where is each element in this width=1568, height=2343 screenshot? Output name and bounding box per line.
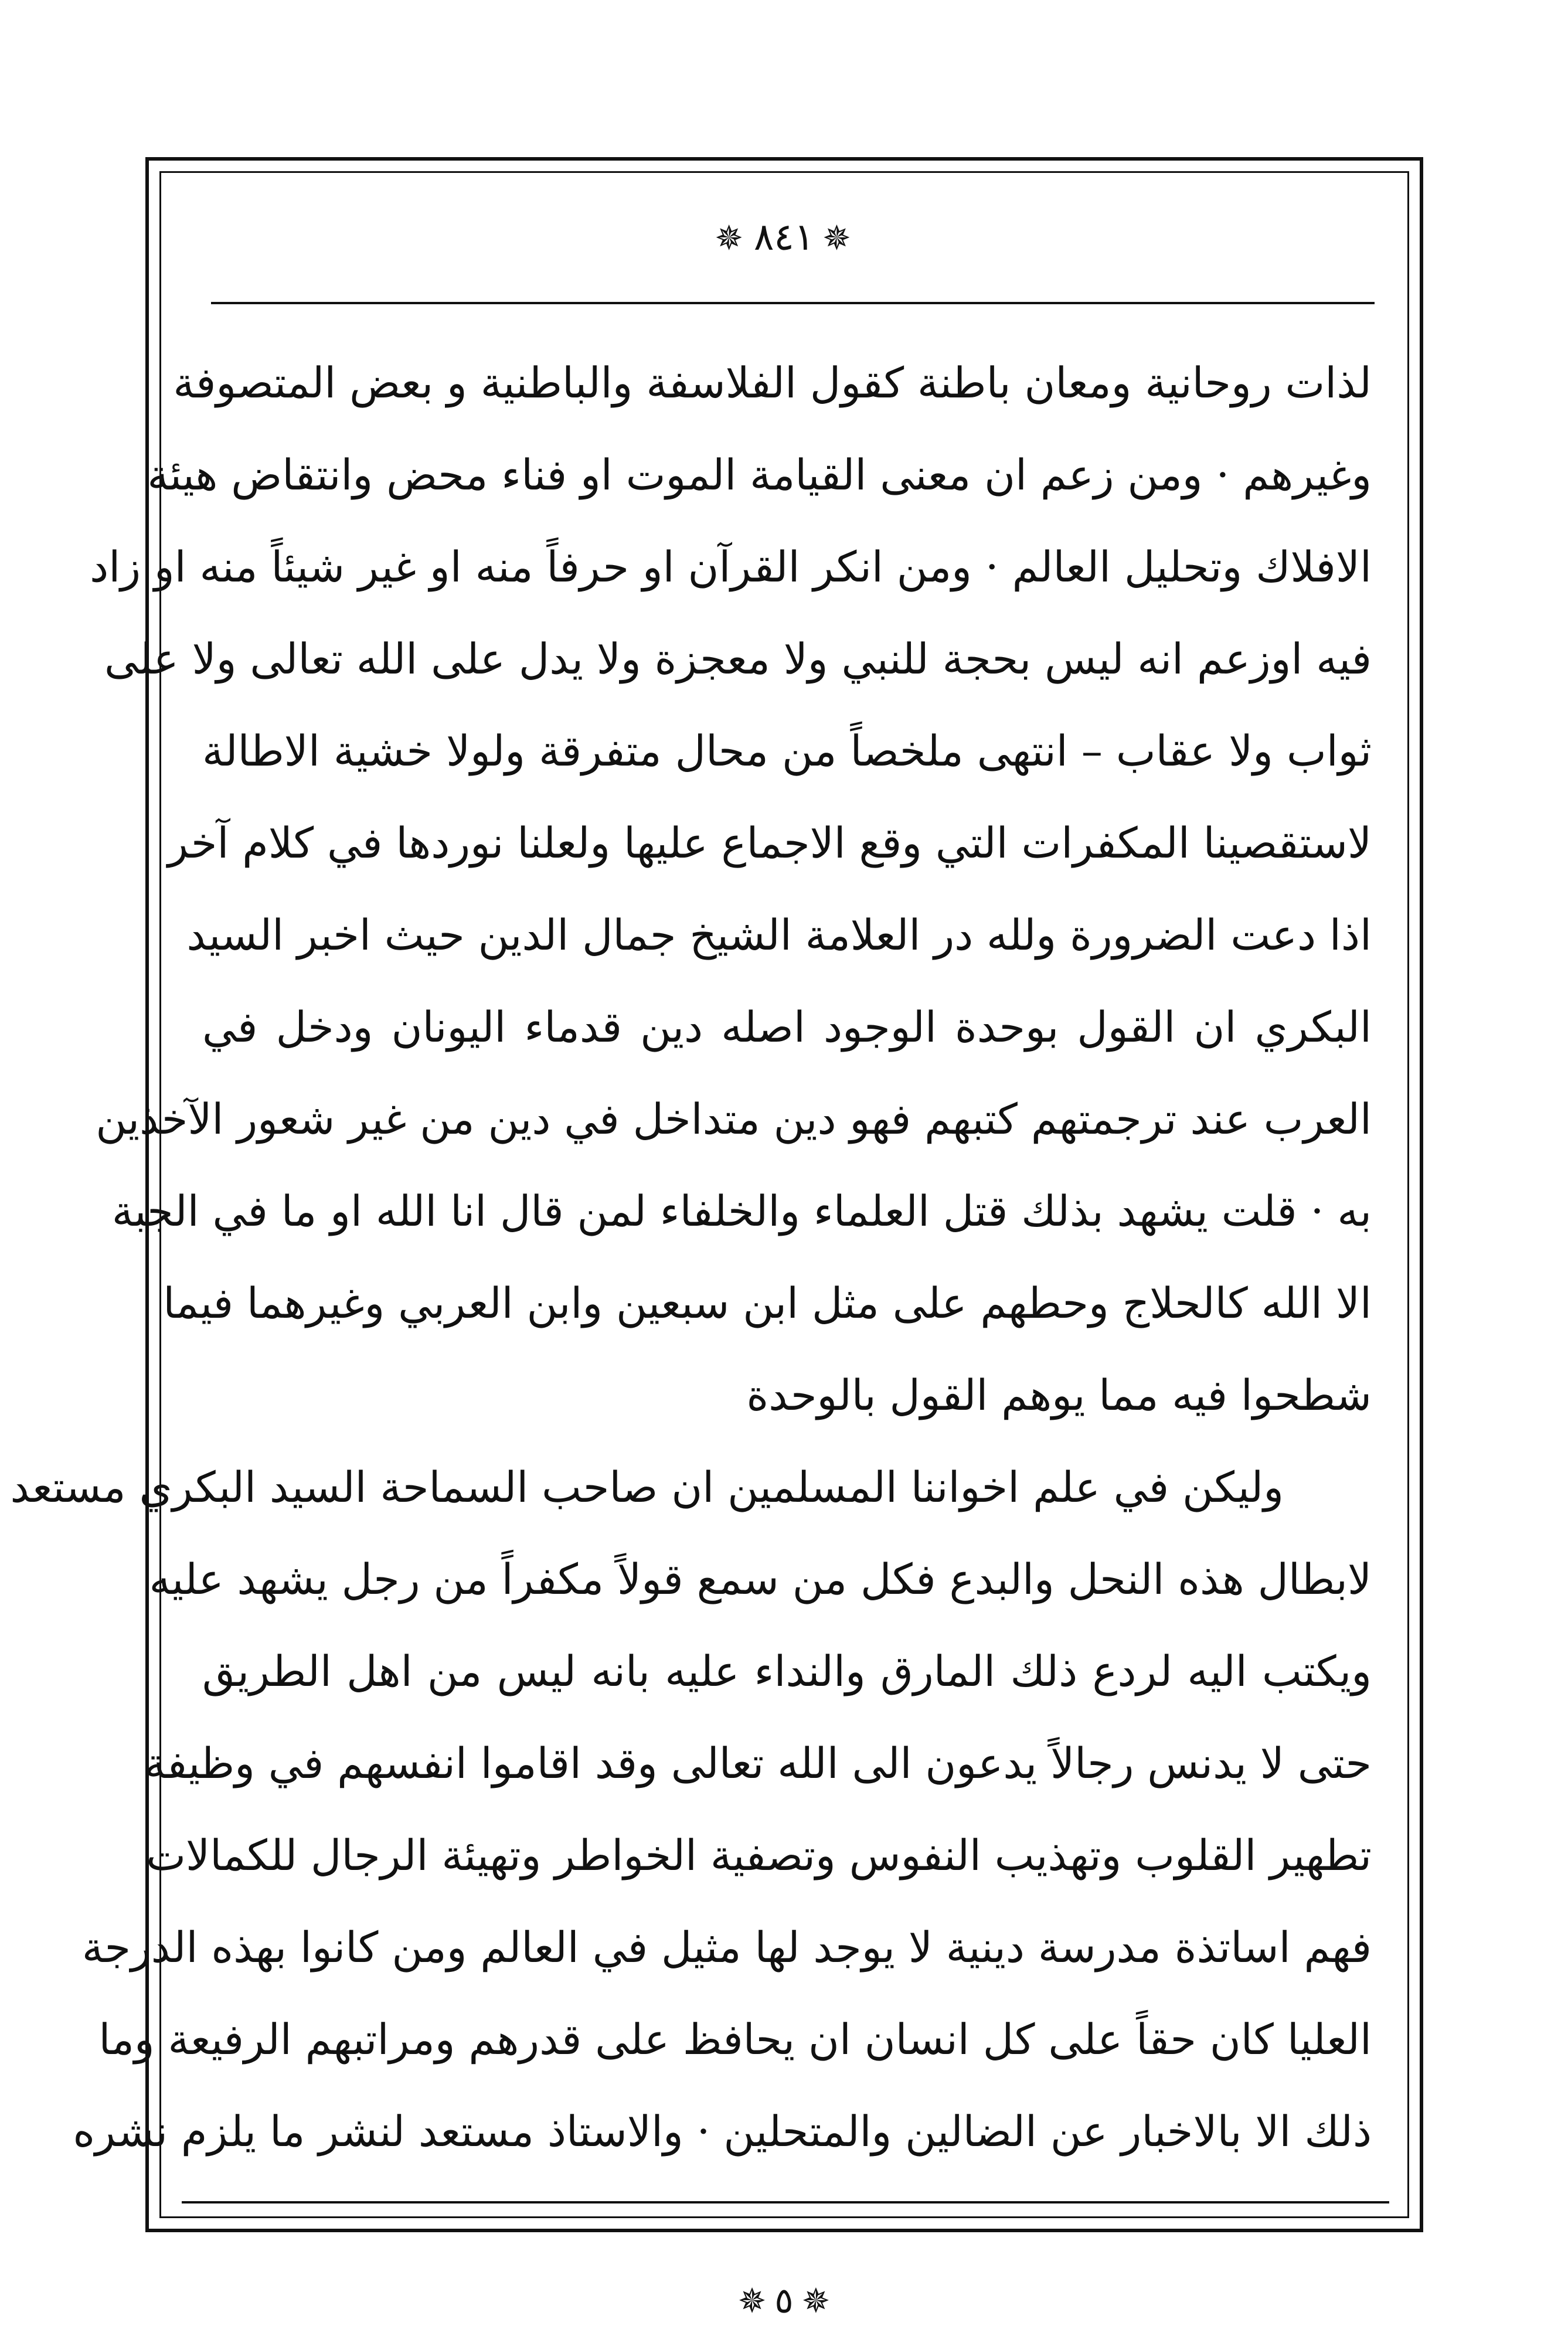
text-line: وليكن في علم اخواننا المسلمين ان صاحب السماحة السيد البكري مستعد xyxy=(10,1463,1284,1512)
text-line: العرب عند ترجمتهم كتبهم فهو دين متداخل في دين من غير شعور الآخذين xyxy=(96,1094,1372,1144)
text-line: به · قلت يشهد بذلك قتل العلماء والخلفاء لمن قال انا الله او ما في الجبة xyxy=(111,1186,1372,1236)
text-line: لابطال هذه النحل والبدع فكل من سمع قولاً مكفراً من رجل يشهد عليه xyxy=(149,1555,1372,1604)
footer-rule xyxy=(182,2201,1389,2203)
text-line: لاستقصينا المكفرات التي وقع الاجماع عليها ولعلنا نوردها في كلام آخر xyxy=(168,818,1372,868)
paragraph xyxy=(10,1441,1372,2178)
text-line: حتى لا يدنس رجالاً يدعون الى الله تعالى وقد اقاموا انفسهم في وظيفة xyxy=(144,1739,1372,1788)
text-line: لذات روحانية ومعان باطنة كقول الفلاسفة والباطنية و بعض المتصوفة xyxy=(173,358,1372,407)
text-line: فيه اوزعم انه ليس بحجة للنبي ولا معجزة ولا يدل على الله تعالى ولا على xyxy=(104,634,1372,683)
text-line: وغيرهم · ومن زعم ان معنى القيامة الموت او فناء محض وانتقاض هيئة xyxy=(147,450,1372,499)
ornament-icon: ✵ xyxy=(801,2281,831,2321)
ornament-icon: ✵ xyxy=(822,218,853,258)
text-line: فهم اساتذة مدرسة دينية لا يوجد لها مثيل في العالم ومن كانوا بهذه الدرجة xyxy=(81,1923,1372,1972)
text-line: اذا دعت الضرورة ولله در العلامة الشيخ جمال الدين حيث اخبر السيد xyxy=(186,910,1372,960)
text-line: شطحوا فيه مما يوهم القول بالوحدة xyxy=(746,1371,1372,1420)
page-number: ٨٤١ xyxy=(753,216,815,259)
body-text xyxy=(10,337,1372,2178)
text-line: الا الله كالحلاج وحطهم على مثل ابن سبعين وابن العربي وغيرهما فيما xyxy=(163,1278,1372,1328)
signature-number: ٥ xyxy=(774,2280,794,2321)
ornament-icon: ✵ xyxy=(737,2281,767,2321)
signature-mark xyxy=(0,2274,1568,2327)
paragraph xyxy=(90,337,1372,1441)
ornament-icon: ✵ xyxy=(715,218,746,258)
text-line: ويكتب اليه لردع ذلك المارق والنداء عليه بانه ليس من اهل الطريق xyxy=(202,1647,1372,1696)
header-rule xyxy=(211,302,1375,304)
page-header xyxy=(0,211,1568,264)
text-line: العليا كان حقاً على كل انسان ان يحافظ على قدرهم ومراتبهم الرفيعة وما xyxy=(98,2015,1372,2064)
text-line: ثواب ولا عقاب – انتهى ملخصاً من محال متفرقة ولولا خشية الاطالة xyxy=(202,726,1372,776)
text-line: الافلاك وتحليل العالم · ومن انكر القرآن او حرفاً منه او غير شيئاً منه او زاد xyxy=(90,542,1372,591)
text-line: ذلك الا بالاخبار عن الضالين والمتحلين · والاستاذ مستعد لنشر ما يلزم نشره xyxy=(73,2107,1372,2156)
text-line: البكري ان القول بوحدة الوجود اصله دين قدماء اليونان ودخل في xyxy=(202,1002,1372,1052)
text-line: تطهير القلوب وتهذيب النفوس وتصفية الخواطر وتهيئة الرجال للكمالات xyxy=(146,1831,1372,1880)
